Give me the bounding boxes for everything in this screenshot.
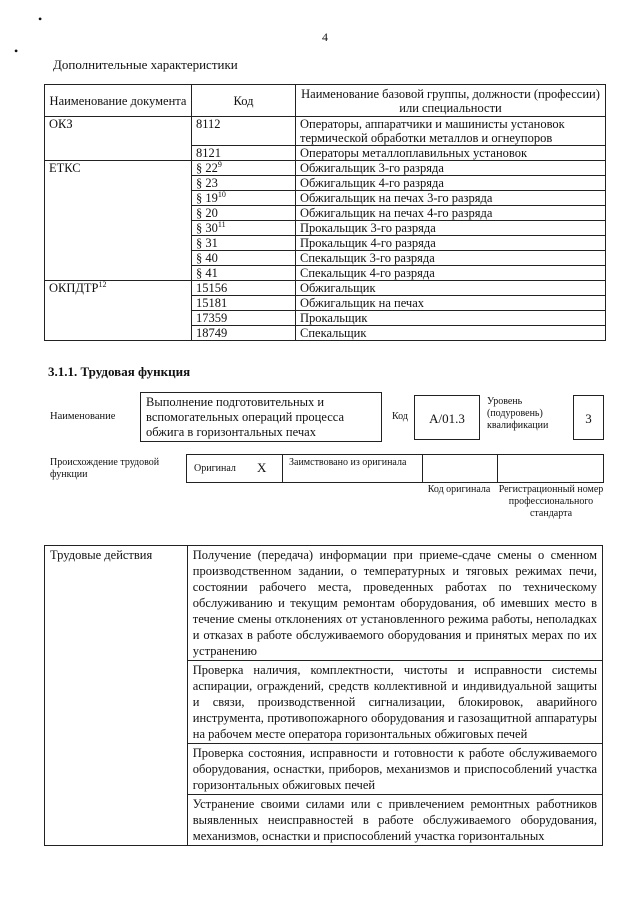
name-cell: Обжигальщик на печах 3-го разряда	[296, 191, 606, 206]
code-value: § 40	[196, 251, 218, 265]
name-cell: Обжигальщик 3-го разряда	[296, 161, 606, 176]
code-value: 8112	[196, 117, 221, 131]
name-cell: Обжигальщик	[296, 281, 606, 296]
code-value: 8121	[196, 146, 221, 160]
function-title: 3.1.1. Трудовая функция	[48, 364, 191, 379]
code-value: 17359	[196, 311, 228, 325]
doc-cell	[45, 146, 192, 161]
doc-cell	[45, 251, 192, 266]
code-cell	[192, 191, 296, 206]
code-cell	[192, 296, 296, 311]
code-cell	[192, 326, 296, 341]
name-cell: Прокальщик	[296, 311, 606, 326]
table-row	[45, 281, 606, 296]
name-cell: Обжигальщик на печах 4-го разряда	[296, 206, 606, 221]
doc-cell	[45, 236, 192, 251]
name-cell: Обжигальщик на печах	[296, 296, 606, 311]
actions-label: Трудовые действия	[45, 546, 188, 846]
level-value: 3	[573, 395, 604, 440]
code-cell	[192, 206, 296, 221]
name-cell: Прокальщик 4-го разряда	[296, 236, 606, 251]
code-value: 15156	[196, 281, 228, 295]
doc-name: ЕТКС	[49, 161, 81, 175]
divider	[497, 455, 498, 482]
section-title: Дополнительные характеристики	[53, 57, 238, 72]
code-value: § 41	[196, 266, 218, 280]
code-cell	[192, 146, 296, 161]
origin-label: Происхождение трудовой функции	[50, 457, 160, 480]
divider	[282, 455, 283, 482]
doc-cell	[45, 117, 192, 146]
doc-cell	[45, 266, 192, 281]
page-number: 4	[322, 30, 328, 44]
doc-cell	[45, 281, 192, 296]
doc-cell	[45, 176, 192, 191]
footnote-ref: 10	[217, 189, 226, 199]
table-row	[45, 236, 606, 251]
header-code: Код	[192, 85, 296, 117]
table-row	[45, 326, 606, 341]
doc-cell	[45, 296, 192, 311]
table-row	[45, 251, 606, 266]
code-cell	[192, 221, 296, 236]
footnote-ref: 9	[217, 159, 222, 169]
action-item: Проверка наличия, комплектности, чистоты и исправности системы аспирации, ограждений, средств коллективной и индивидуальной защиты и связи, производственной сигнализации, блокировок, аварийного инструмента, противопожарного оборудования и газозащитной аппаратуры на рабочем месте оператора горизонтальных обжиговых печей	[187, 661, 602, 744]
name-label: Наименование	[50, 411, 116, 422]
doc-cell	[45, 191, 192, 206]
action-row	[45, 546, 603, 661]
function-name: Выполнение подготовительных и вспомогательных операций процесса обжига в горизонтальных печах	[140, 392, 382, 442]
code-cell	[192, 311, 296, 326]
code-value: 18749	[196, 326, 228, 340]
table-row	[45, 296, 606, 311]
code-original-label: Код оригинала	[427, 484, 491, 495]
doc-cell	[45, 326, 192, 341]
header-mark: •	[14, 44, 19, 58]
code-value: § 20	[196, 206, 218, 220]
header-mark: •	[38, 12, 43, 26]
code-value: § 19	[196, 191, 218, 205]
footnote-ref: 12	[98, 279, 107, 289]
name-cell: Операторы, аппаратчики и машинисты установок термической обработки металлов и огнеупоров	[296, 117, 606, 146]
borrowed-label: Заимствовано из оригинала	[289, 457, 407, 468]
table-row	[45, 117, 606, 146]
table-row	[45, 176, 606, 191]
characteristics-table	[44, 84, 606, 341]
table-row	[45, 311, 606, 326]
name-cell: Спекальщик 3-го разряда	[296, 251, 606, 266]
doc-name: ОКЗ	[49, 117, 73, 131]
code-cell	[192, 117, 296, 146]
name-cell: Спекальщик	[296, 326, 606, 341]
table-row	[45, 221, 606, 236]
footnote-ref: 11	[217, 219, 226, 229]
doc-cell	[45, 311, 192, 326]
header-doc: Наименование документа	[45, 85, 192, 117]
action-item: Получение (передача) информации при приеме-сдаче смены о сменном производственном задании, о температурных и тяговых режимах печи, состоянии рабочего места, проведенных работах по техническому обслуживанию и текущим ремонтам оборудования, об имевших место в течение смены отклонениях от установленного режима работы, неполадках и отказах в работе обслуживаемого оборудования и принятых мерах по их устранению	[187, 546, 602, 661]
table-row	[45, 161, 606, 176]
code-value: § 30	[196, 221, 218, 235]
name-cell: Спекальщик 4-го разряда	[296, 266, 606, 281]
doc-cell	[45, 221, 192, 236]
origin-row	[186, 454, 604, 483]
doc-name: ОКПДТР	[49, 281, 99, 295]
code-cell	[192, 161, 296, 176]
level-label: Уровень (подуровень) квалификации	[487, 396, 549, 431]
table-row	[45, 266, 606, 281]
code-cell	[192, 251, 296, 266]
action-item: Проверка состояния, исправности и готовности к работе обслуживаемого оборудования, оснастки, приборов, механизмов и приспособлений участка горизонтальных обжиговых печей	[187, 744, 602, 795]
table-row	[45, 146, 606, 161]
reg-number-label: Регистрационный номер профессионального стандарта	[498, 484, 604, 519]
code-value: § 31	[196, 236, 218, 250]
name-cell: Обжигальщик 4-го разряда	[296, 176, 606, 191]
original-label: Оригинал	[194, 463, 236, 474]
code-cell	[192, 176, 296, 191]
original-mark: X	[257, 460, 267, 475]
code-cell	[192, 281, 296, 296]
function-code: A/01.3	[414, 395, 480, 440]
divider	[422, 455, 423, 482]
code-label: Код	[392, 411, 408, 422]
actions-table	[44, 545, 603, 846]
doc-cell	[45, 206, 192, 221]
code-value: 15181	[196, 296, 228, 310]
name-cell: Прокальщик 3-го разряда	[296, 221, 606, 236]
code-cell	[192, 236, 296, 251]
code-value: § 23	[196, 176, 218, 190]
action-item: Устранение своими силами или с привлечением ремонтных работников выявленных неисправностей в работе обслуживаемого оборудования, механизмов, оснастки и приспособлений участка горизонтальных	[187, 795, 602, 846]
name-cell: Операторы металлоплавильных установок	[296, 146, 606, 161]
header-name: Наименование базовой группы, должности (профессии) или специальности	[296, 85, 606, 117]
code-cell	[192, 266, 296, 281]
table-row	[45, 206, 606, 221]
table-row	[45, 191, 606, 206]
doc-cell	[45, 161, 192, 176]
code-value: § 22	[196, 161, 218, 175]
